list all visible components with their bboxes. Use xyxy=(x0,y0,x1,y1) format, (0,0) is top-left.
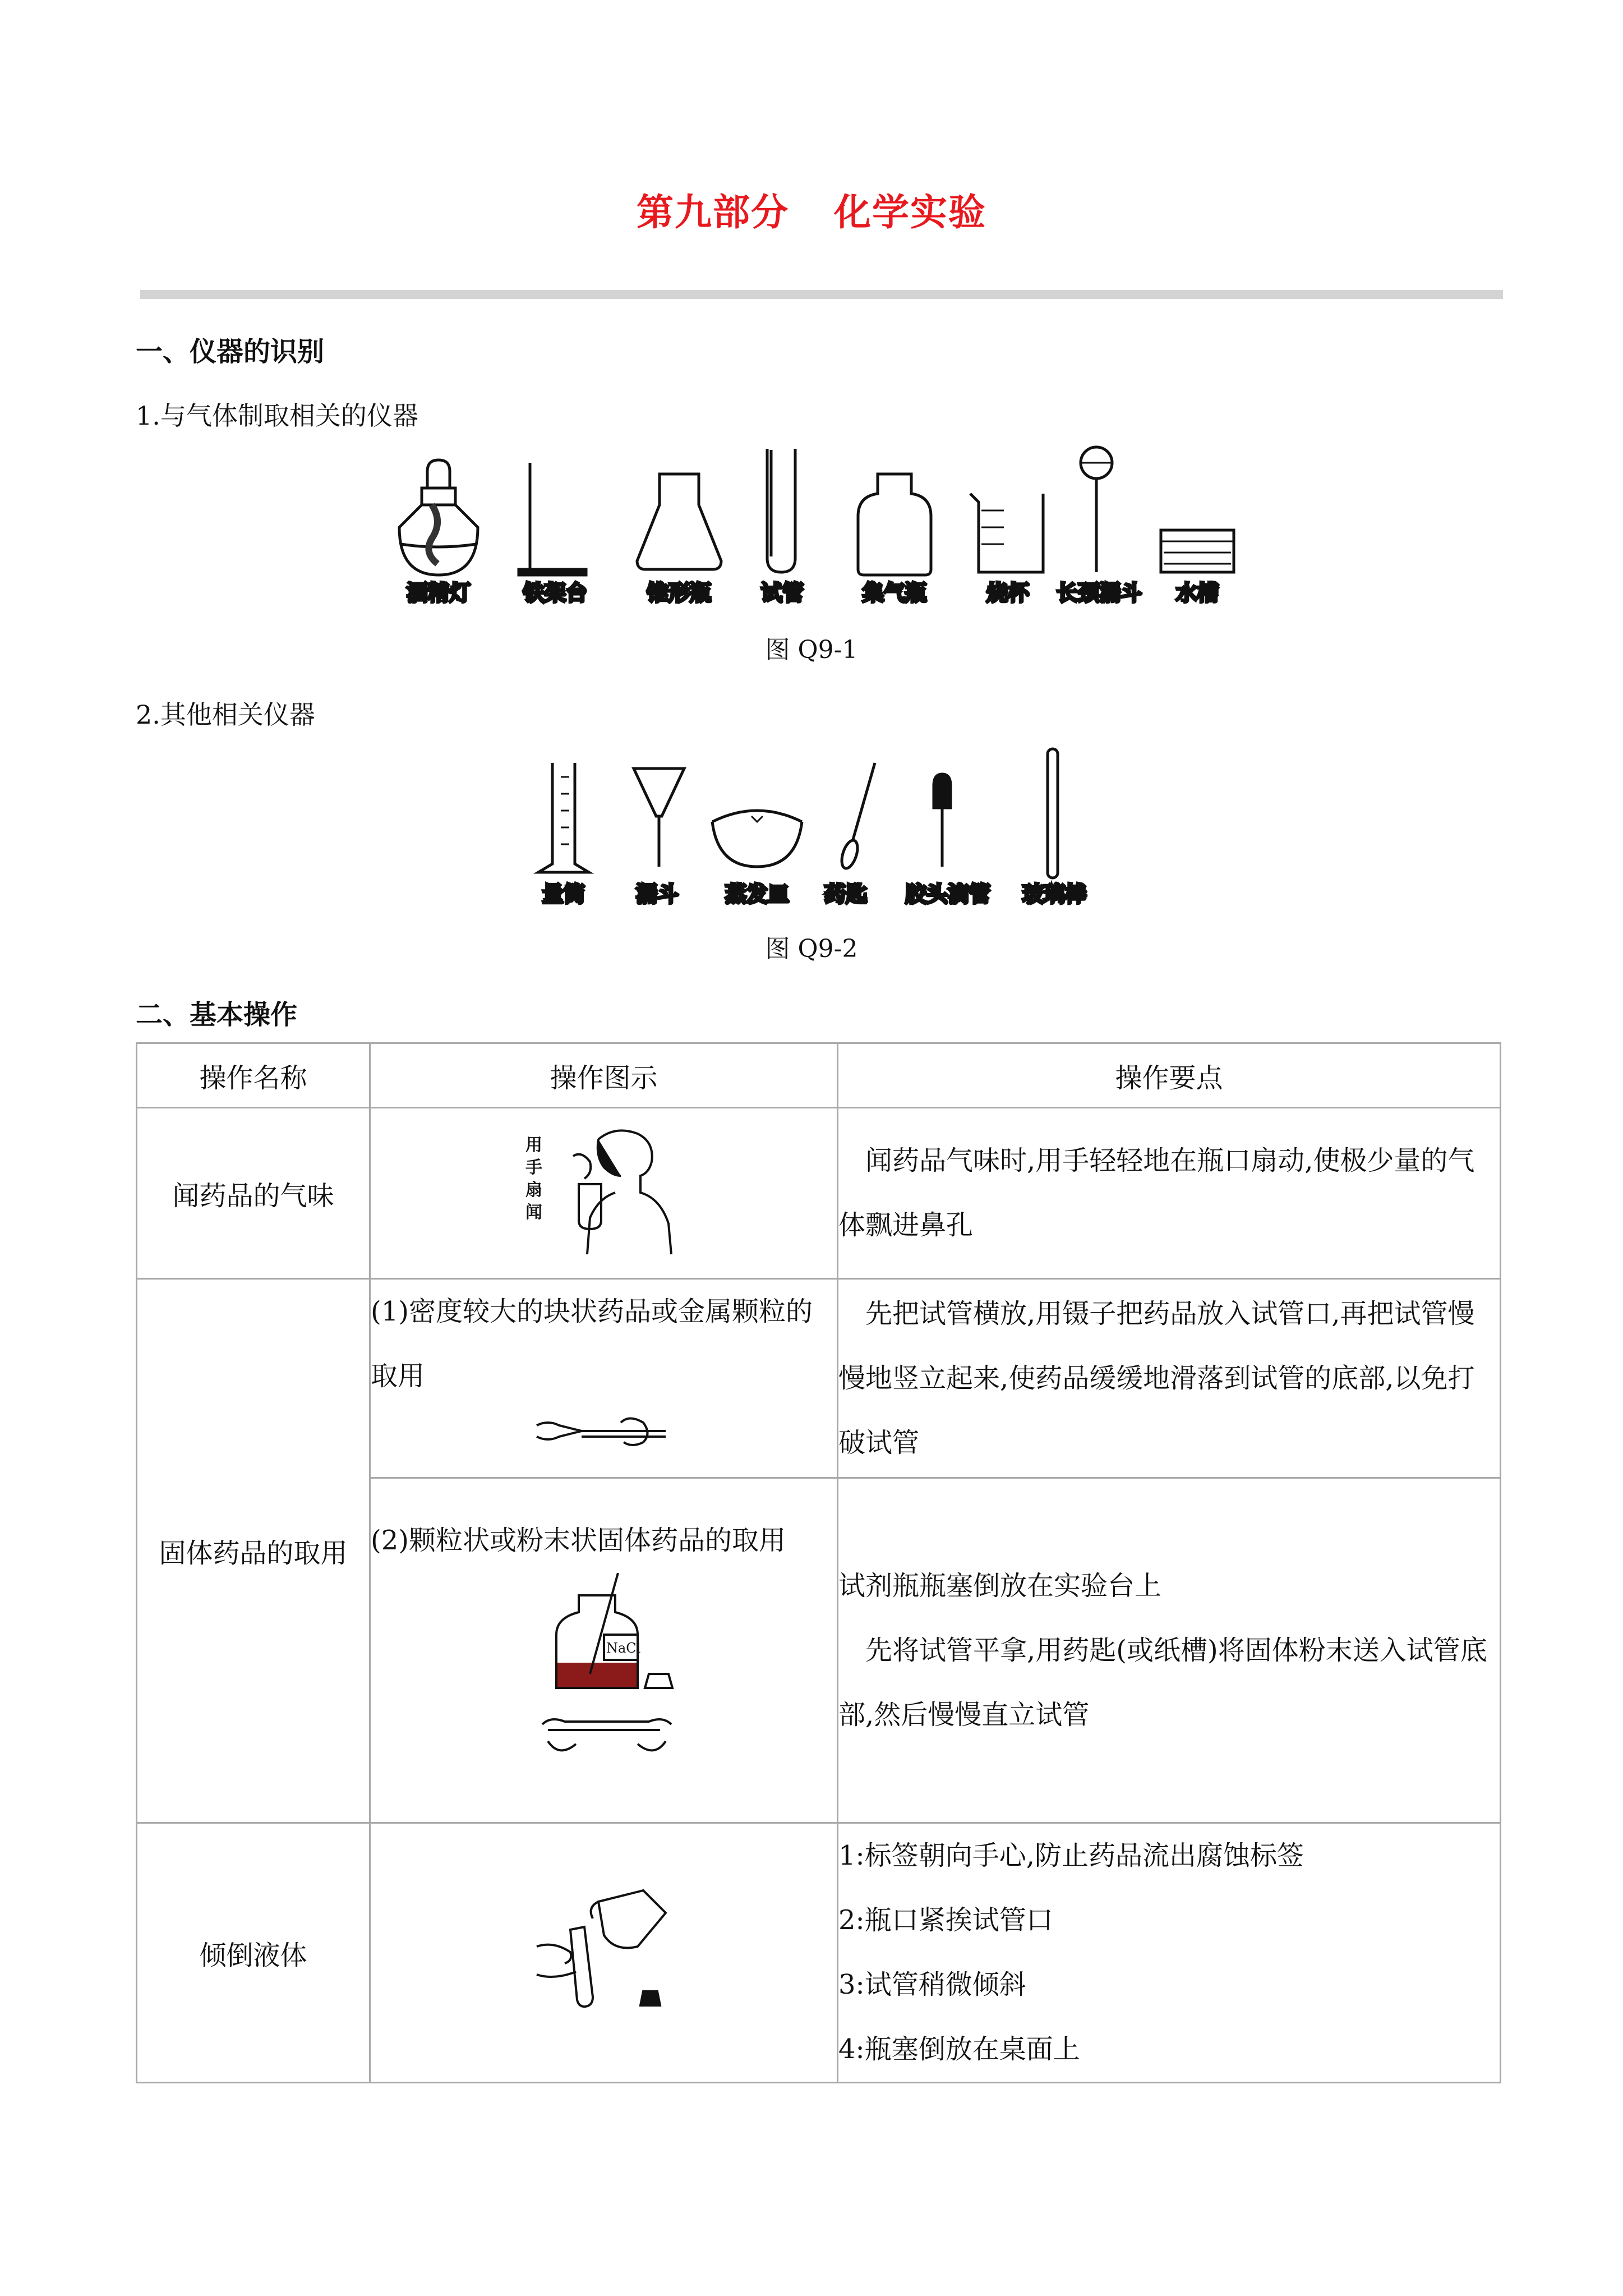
test-tube-icon xyxy=(767,449,795,572)
evaporating-dish-icon xyxy=(712,811,802,867)
dropper-icon xyxy=(934,774,951,867)
fig2-caption: 图 Q9-2 xyxy=(765,935,858,963)
fig2-label-3: 药匙 xyxy=(824,882,868,907)
section2-heading: 二、基本操作 xyxy=(136,999,298,1030)
title-name: 化学实验 xyxy=(834,191,986,234)
row-pour-point-1: 1:标签朝向手心,防止药品流出腐蚀标签 xyxy=(838,1840,1304,1871)
spoon-icon xyxy=(839,763,875,870)
row-pour-points-cell xyxy=(838,1823,1501,2083)
pouring-liquid-icon xyxy=(531,1879,677,2019)
fig1-label-3: 试管 xyxy=(760,581,804,605)
long-neck-funnel-icon xyxy=(1081,447,1112,572)
row-smell-figure xyxy=(370,1108,838,1279)
fig1-label-6: 长颈漏斗 xyxy=(1056,581,1142,605)
figure-q9-2 xyxy=(0,738,1623,925)
title-divider xyxy=(140,290,1503,299)
row-solid-sub2-points-1: 试剂瓶瓶塞倒放在实验台上 xyxy=(838,1570,1162,1602)
reagent-bottle-icon xyxy=(525,1573,683,1769)
tweezers-icon xyxy=(531,1409,677,1453)
fig1-caption: 图 Q9-1 xyxy=(765,636,858,664)
conical-flask-icon xyxy=(637,474,721,569)
fig2-label-0: 量筒 xyxy=(542,882,585,907)
figure-q9-1 xyxy=(0,438,1623,625)
row-smell-points-cell xyxy=(838,1108,1501,1279)
header-points: 操作要点 xyxy=(838,1043,1501,1108)
funnel-icon xyxy=(634,769,684,867)
powder-figure xyxy=(371,1573,837,1793)
fig1-label-4: 集气瓶 xyxy=(862,581,927,605)
smell-fig-char-1: 手 xyxy=(525,1158,542,1177)
fig2-label-2: 蒸发皿 xyxy=(725,882,790,907)
fanning-smell-icon xyxy=(520,1122,688,1257)
row-smell-points: 闻药品气味时,用手轻轻地在瓶口扇动,使极少量的气体飘进鼻孔 xyxy=(838,1145,1475,1241)
gas-jar-icon xyxy=(858,474,931,575)
fig1-label-0: 酒精灯 xyxy=(406,581,471,605)
nacl-label: NaCl xyxy=(606,1640,640,1656)
row-solid-sub1-points-cell xyxy=(838,1279,1501,1478)
section1-sub2: 2.其他相关仪器 xyxy=(136,700,315,730)
section1-heading: 一、仪器的识别 xyxy=(136,336,325,367)
graduated-cylinder-icon xyxy=(538,763,589,872)
row-smell-name: 闻药品的气味 xyxy=(137,1108,370,1279)
page-title xyxy=(0,182,1623,236)
section1-sub1: 1.与气体制取相关的仪器 xyxy=(136,401,418,431)
beaker-icon xyxy=(970,494,1043,572)
row-pour-name: 倾倒液体 xyxy=(137,1823,370,2083)
row-solid-sub1-desc: (1)密度较大的块状药品或金属颗粒的取用 xyxy=(371,1296,813,1392)
row-pour-point-3: 3:试管稍微倾斜 xyxy=(838,1969,1026,2000)
row-solid-sub1-points: 先把试管横放,用镊子把药品放入试管口,再把试管慢慢地竖立起来,使药品缓缓地滑落到试管的底部,以免打破试管 xyxy=(838,1297,1475,1458)
fig1-label-7: 水槽 xyxy=(1175,581,1219,605)
fig1-label-5: 烧杯 xyxy=(986,581,1030,605)
fig2-label-4: 胶头滴管 xyxy=(905,882,991,907)
table-row xyxy=(137,1279,1501,1478)
tweezers-figure xyxy=(371,1409,837,1477)
header-name: 操作名称 xyxy=(137,1043,370,1108)
row-pour-point-2: 2:瓶口紧挨试管口 xyxy=(838,1904,1053,1936)
alcohol-lamp-icon xyxy=(399,460,478,575)
table-header-row xyxy=(137,1043,1501,1108)
table-row xyxy=(137,1108,1501,1279)
fig1-label-1: 铁架台 xyxy=(523,581,588,605)
water-trough-icon xyxy=(1161,530,1234,572)
operations-table xyxy=(136,1042,1501,2083)
row-solid-sub2-desc: (2)颗粒状或粉末状固体药品的取用 xyxy=(371,1524,786,1556)
fig2-label-1: 漏斗 xyxy=(635,882,679,907)
smell-fig-char-3: 闻 xyxy=(525,1203,542,1222)
row-solid-sub2-cell xyxy=(370,1478,838,1823)
row-solid-name: 固体药品的取用 xyxy=(137,1279,370,1823)
fig1-label-2: 锥形瓶 xyxy=(647,581,712,605)
smell-fig-char-0: 用 xyxy=(525,1135,542,1155)
row-solid-sub1-cell xyxy=(370,1279,838,1478)
title-part: 第九部分 xyxy=(637,191,789,234)
row-solid-sub2-points-cell xyxy=(838,1478,1501,1823)
smell-fig-char-2: 扇 xyxy=(525,1180,542,1200)
row-pour-figure xyxy=(370,1823,838,2083)
row-pour-point-4: 4:瓶塞倒放在桌面上 xyxy=(838,2033,1080,2065)
table-row xyxy=(137,1823,1501,2083)
iron-stand-icon xyxy=(519,463,586,575)
fig2-label-5: 玻璃棒 xyxy=(1022,882,1087,907)
header-figure: 操作图示 xyxy=(370,1043,838,1108)
row-solid-sub2-points-2: 先将试管平拿,用药匙(或纸槽)将固体粉末送入试管底部,然后慢慢直立试管 xyxy=(838,1634,1487,1731)
glass-rod-icon xyxy=(1048,749,1058,878)
